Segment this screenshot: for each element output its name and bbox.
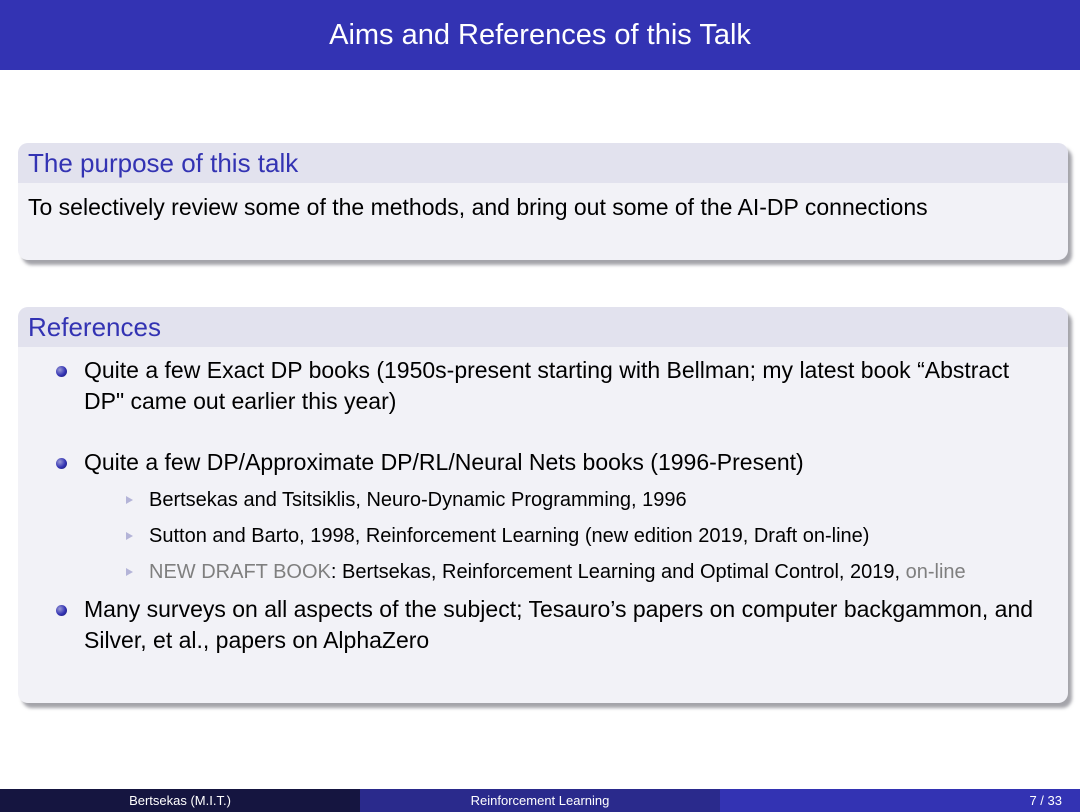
footer-talk-title: Reinforcement Learning (360, 789, 720, 812)
sub-bullet-icon (126, 568, 133, 576)
sub-reference-text (149, 560, 1044, 584)
reference-bullet-surveys (34, 594, 1044, 656)
new-draft-online-label: on-line (905, 561, 966, 583)
new-draft-citation: : Bertsekas, Reinforcement Learning and Optimal Control, 2019, (330, 561, 906, 583)
purpose-block (18, 143, 1068, 260)
sub-reference-sutton-barto (34, 524, 1044, 548)
slide-footer (0, 789, 1080, 812)
sub-bullet-icon (126, 496, 133, 504)
references-block-body (18, 347, 1068, 656)
bullet-text: Quite a few DP/Approximate DP/RL/Neural Nets books (1996-Present) (84, 449, 804, 475)
bullet-icon (56, 605, 67, 616)
purpose-block-body (18, 183, 1068, 223)
purpose-block-title: The purpose of this talk (18, 143, 1068, 183)
references-block-title: References (18, 307, 1068, 347)
slide-title-bar (0, 0, 1080, 70)
purpose-text: To selectively review some of the methods, and bring out some of the AI-DP connections (28, 194, 928, 220)
reference-bullet-approx-dp (34, 447, 1044, 478)
references-block (18, 307, 1068, 703)
sub-bullet-icon (126, 532, 133, 540)
bullet-icon (56, 458, 67, 469)
bullet-icon (56, 366, 67, 377)
sub-reference-bertsekas-tsitsiklis (34, 488, 1044, 512)
new-draft-label: NEW DRAFT BOOK (149, 561, 331, 583)
sub-reference-new-draft-book (34, 560, 1044, 584)
reference-bullet-exact-dp (34, 355, 1044, 417)
sub-reference-text: Sutton and Barto, 1998, Reinforcement Learning (new edition 2019, Draft on-line) (149, 525, 870, 547)
footer-author: Bertsekas (M.I.T.) (0, 789, 360, 812)
bullet-text: Many surveys on all aspects of the subject; Tesauro’s papers on computer backgammon, and Silver, et al., papers on AlphaZero (84, 596, 1034, 653)
sub-reference-text: Bertsekas and Tsitsiklis, Neuro-Dynamic Programming, 1996 (149, 489, 687, 511)
slide-title: Aims and References of this Talk (329, 18, 751, 51)
footer-page-number: 7 / 33 (720, 789, 1080, 812)
bullet-text: Quite a few Exact DP books (1950s-present starting with Bellman; my latest book “Abstract DP" came out earlier this year) (84, 357, 1010, 414)
